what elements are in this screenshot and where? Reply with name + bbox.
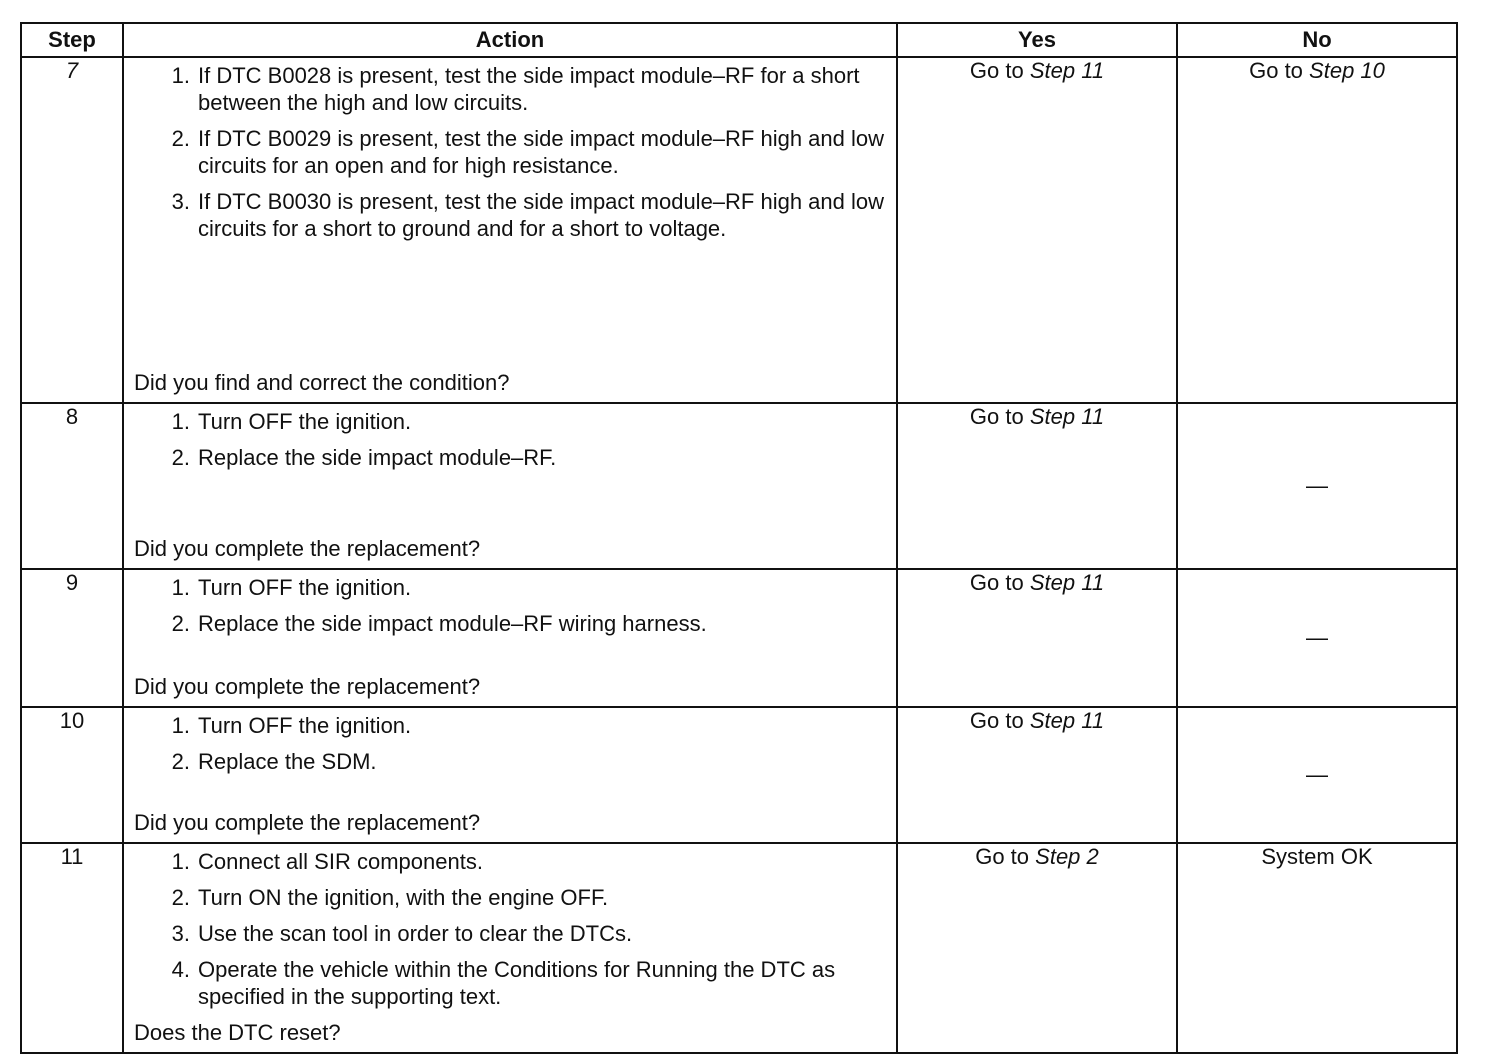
action-cell bbox=[123, 569, 897, 707]
list-item bbox=[134, 884, 884, 911]
no-dash: — bbox=[1306, 762, 1328, 787]
action-cell bbox=[123, 707, 897, 843]
list-item-number: 1. bbox=[171, 849, 190, 874]
no-result: System OK bbox=[1261, 844, 1373, 869]
action-cell bbox=[123, 403, 897, 569]
list-item-number: 1. bbox=[171, 409, 190, 434]
header-no: No bbox=[1177, 23, 1457, 57]
action-question: Did you complete the replacement? bbox=[134, 536, 481, 561]
list-item-number: 2. bbox=[171, 445, 190, 470]
list-item bbox=[134, 848, 884, 875]
goto-step-link: Step 11 bbox=[1029, 404, 1105, 429]
no-cell bbox=[1177, 403, 1457, 569]
list-item-number: 2. bbox=[171, 885, 190, 910]
no-cell bbox=[1177, 569, 1457, 707]
list-item-number: 3. bbox=[171, 189, 190, 214]
table-row-step-8 bbox=[21, 403, 1457, 569]
list-item-number: 2. bbox=[171, 126, 190, 151]
action-list bbox=[134, 62, 884, 251]
goto-step-link: Step 11 bbox=[1029, 58, 1105, 83]
list-item bbox=[134, 610, 884, 637]
list-item-text: Replace the SDM. bbox=[198, 749, 377, 774]
list-item-number: 1. bbox=[171, 63, 190, 88]
list-item-number: 2. bbox=[171, 611, 190, 636]
list-item-number: 3. bbox=[171, 921, 190, 946]
list-item-number: 1. bbox=[171, 713, 190, 738]
goto-step-link: Step 11 bbox=[1029, 570, 1105, 595]
goto-step-link: Step 10 bbox=[1309, 58, 1385, 83]
list-item bbox=[134, 408, 884, 435]
list-item bbox=[134, 920, 884, 947]
list-item bbox=[134, 188, 884, 242]
step-number: 8 bbox=[21, 403, 123, 569]
goto-label: Go to bbox=[975, 844, 1030, 869]
list-item bbox=[134, 62, 884, 116]
header-row bbox=[21, 23, 1457, 57]
no-dash: — bbox=[1306, 625, 1328, 650]
yes-cell bbox=[897, 403, 1177, 569]
step-number: 10 bbox=[21, 707, 123, 843]
list-item bbox=[134, 574, 884, 601]
list-item-text: Turn OFF the ignition. bbox=[198, 409, 412, 434]
no-dash: — bbox=[1306, 473, 1328, 498]
action-list bbox=[134, 712, 884, 784]
table-row-step-10 bbox=[21, 707, 1457, 843]
header-step: Step bbox=[21, 23, 123, 57]
action-list bbox=[134, 408, 884, 480]
goto-label: Go to bbox=[969, 708, 1024, 733]
list-item bbox=[134, 956, 884, 1010]
goto-label: Go to bbox=[969, 570, 1024, 595]
action-cell bbox=[123, 57, 897, 403]
action-cell bbox=[123, 843, 897, 1053]
list-item-text: Turn ON the ignition, with the engine OFF. bbox=[198, 885, 609, 910]
list-item bbox=[134, 748, 884, 775]
table-row-step-7 bbox=[21, 57, 1457, 403]
no-cell bbox=[1177, 57, 1457, 403]
goto-label: Go to bbox=[1249, 58, 1303, 83]
list-item-text: If DTC B0028 is present, test the side impact module–RF for a short between the high and low circuits. bbox=[198, 63, 860, 115]
step-number: 9 bbox=[21, 569, 123, 707]
step-number: 11 bbox=[21, 843, 123, 1053]
list-item-text: Replace the side impact module–RF wiring harness. bbox=[198, 611, 707, 636]
list-item bbox=[134, 712, 884, 739]
goto-step-link: Step 11 bbox=[1029, 708, 1105, 733]
yes-cell bbox=[897, 707, 1177, 843]
list-item-text: Use the scan tool in order to clear the DTCs. bbox=[198, 921, 633, 946]
list-item bbox=[134, 125, 884, 179]
no-cell bbox=[1177, 843, 1457, 1053]
no-cell bbox=[1177, 707, 1457, 843]
list-item-text: Replace the side impact module–RF. bbox=[198, 445, 557, 470]
yes-cell bbox=[897, 57, 1177, 403]
table-row-step-9 bbox=[21, 569, 1457, 707]
header-action: Action bbox=[123, 23, 897, 57]
action-question: Did you complete the replacement? bbox=[134, 674, 481, 699]
action-question: Did you complete the replacement? bbox=[134, 810, 481, 835]
action-question: Does the DTC reset? bbox=[134, 1020, 341, 1045]
list-item-text: If DTC B0030 is present, test the side impact module–RF high and low circuits for a short to ground and for a short to voltage. bbox=[198, 189, 885, 241]
yes-cell bbox=[897, 569, 1177, 707]
diagnostic-table-sheet bbox=[20, 22, 1456, 1054]
table-row-step-11 bbox=[21, 843, 1457, 1053]
action-question: Did you find and correct the condition? bbox=[134, 370, 510, 395]
list-item-number: 2. bbox=[171, 749, 190, 774]
list-item-number: 4. bbox=[171, 957, 190, 982]
list-item-text: Turn OFF the ignition. bbox=[198, 575, 412, 600]
list-item-text: Operate the vehicle within the Conditions for Running the DTC as specified in the supporting text. bbox=[198, 957, 836, 1009]
goto-step-link: Step 2 bbox=[1035, 844, 1099, 869]
list-item-number: 1. bbox=[171, 575, 190, 600]
header-yes: Yes bbox=[897, 23, 1177, 57]
list-item bbox=[134, 444, 884, 471]
list-item-text: Connect all SIR components. bbox=[198, 849, 483, 874]
goto-label: Go to bbox=[969, 404, 1024, 429]
yes-cell bbox=[897, 843, 1177, 1053]
list-item-text: Turn OFF the ignition. bbox=[198, 713, 412, 738]
goto-label: Go to bbox=[969, 58, 1024, 83]
list-item-text: If DTC B0029 is present, test the side impact module–RF high and low circuits for an open and for high resistance. bbox=[198, 126, 885, 178]
step-number: 7 bbox=[21, 57, 123, 403]
action-list bbox=[134, 848, 884, 1019]
action-list bbox=[134, 574, 884, 646]
diagnostic-table bbox=[20, 22, 1458, 1054]
